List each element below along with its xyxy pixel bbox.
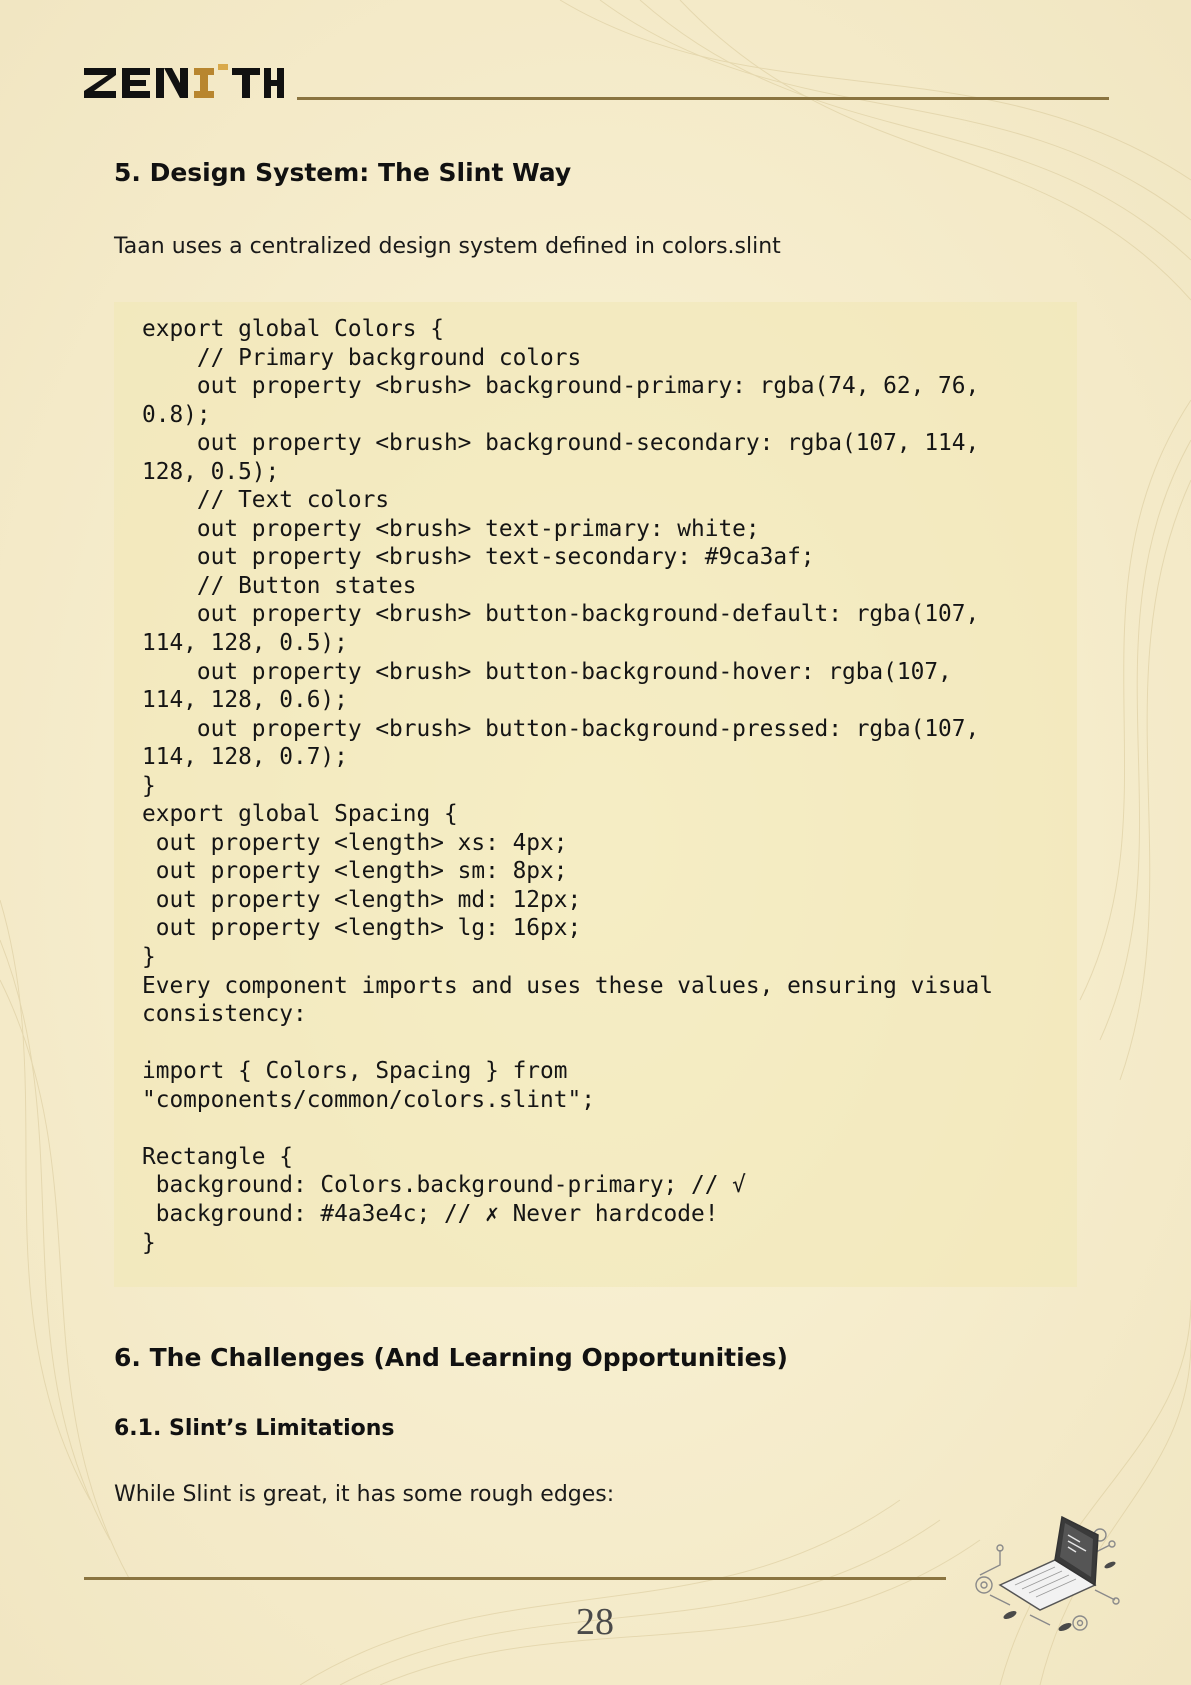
code-line: out property <brush> button-background-pressed: rgba(107,: [142, 715, 980, 742]
code-line: consistency:: [142, 1001, 307, 1028]
code-line: }: [142, 944, 156, 971]
code-line: 114, 128, 0.6);: [142, 687, 348, 714]
code-line: 128, 0.5);: [142, 458, 280, 485]
code-line: Every component imports and uses these values, ensuring visual: [142, 972, 993, 999]
code-line: "components/common/colors.slint";: [142, 1086, 595, 1113]
code-line: 114, 128, 0.7);: [142, 744, 348, 771]
section-heading-challenges: 6. The Challenges (And Learning Opportunities): [114, 1343, 788, 1372]
code-line: out property <brush> background-primary: rgba(74, 62, 76,: [142, 373, 980, 400]
code-line: background: #4a3e4c; // ✗ Never hardcode!: [142, 1200, 719, 1227]
limitations-intro: While Slint is great, it has some rough edges:: [114, 1482, 615, 1507]
code-line: out property <brush> background-secondary: rgba(107, 114,: [142, 430, 980, 457]
code-line: out property <length> sm: 8px;: [142, 858, 568, 885]
code-line: 0.8);: [142, 401, 211, 428]
code-line: 114, 128, 0.5);: [142, 630, 348, 657]
code-line: out property <brush> button-background-default: rgba(107,: [142, 601, 980, 628]
code-line: import { Colors, Spacing } from: [142, 1058, 568, 1085]
header-rule: [297, 97, 1109, 100]
section-heading-design-system: 5. Design System: The Slint Way: [114, 158, 572, 187]
code-line: }: [142, 1229, 156, 1256]
subsection-heading-limitations: 6.1. Slint’s Limitations: [114, 1416, 395, 1441]
page-number: 28: [576, 1601, 614, 1643]
code-line: [142, 1029, 993, 1058]
design-system-intro: Taan uses a centralized design system defined in colors.slint: [114, 234, 781, 259]
code-line: export global Spacing {: [142, 801, 458, 828]
code-line: out property <length> xs: 4px;: [142, 829, 568, 856]
code-line: // Primary background colors: [142, 344, 582, 371]
code-line: [142, 1114, 993, 1143]
code-line: Rectangle {: [142, 1143, 293, 1170]
code-line: }: [142, 772, 156, 799]
code-line: out property <brush> button-background-hover: rgba(107,: [142, 658, 952, 685]
code-line: out property <brush> text-secondary: #9ca3af;: [142, 544, 815, 571]
code-listing: [142, 315, 993, 1257]
zenith-logo: [84, 64, 284, 102]
code-line: out property <brush> text-primary: white;: [142, 515, 760, 542]
logo-accent: [194, 64, 228, 98]
code-line: export global Colors {: [142, 316, 444, 342]
code-line: // Button states: [142, 572, 417, 599]
footer-rule: [84, 1577, 946, 1580]
code-line: out property <length> lg: 16px;: [142, 915, 582, 942]
laptop-icon: [970, 1515, 1120, 1635]
code-line: // Text colors: [142, 487, 390, 514]
code-line: out property <length> md: 12px;: [142, 886, 582, 913]
code-line: background: Colors.background-primary; // √: [142, 1172, 746, 1199]
logo-letters: [84, 68, 284, 98]
